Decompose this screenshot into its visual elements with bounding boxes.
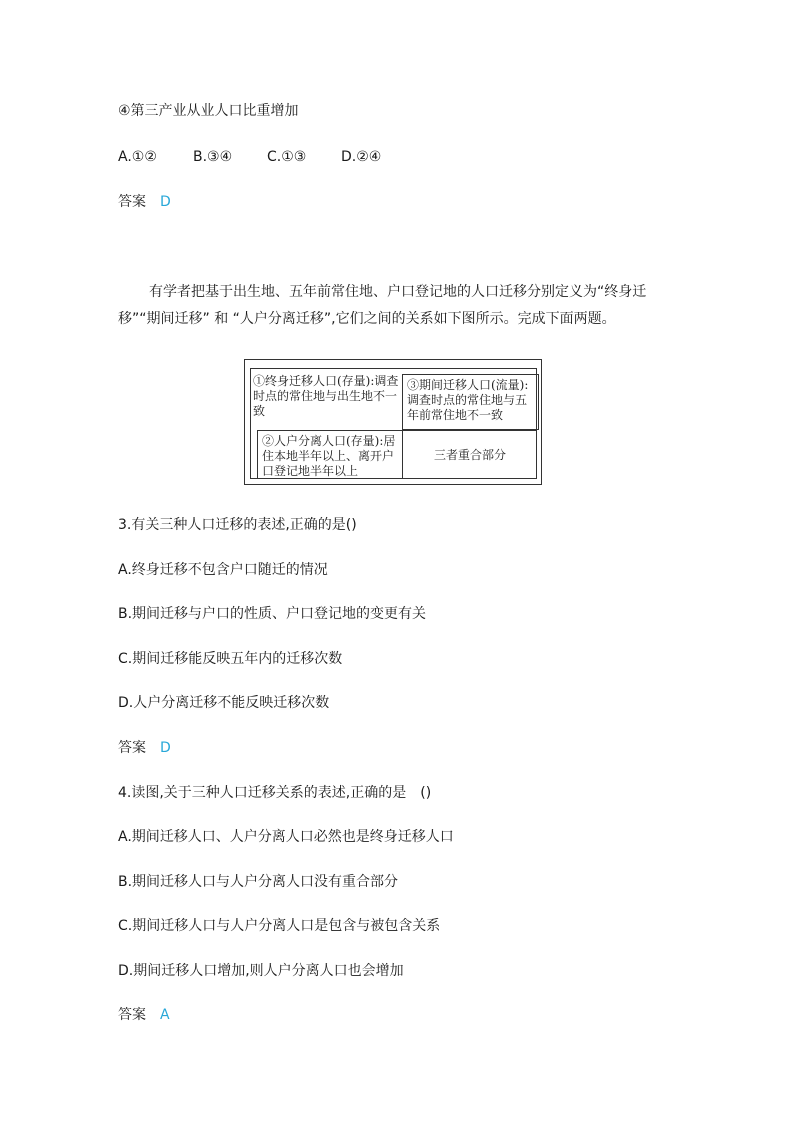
q3-option-a: A.终身迁移不包含户口随迁的情况 (118, 562, 328, 578)
q3-answer-line (118, 739, 171, 757)
household-separation-box: ②人户分离人口(存量):居住本地半年以上、离开户口登记地半年以上 (257, 430, 402, 479)
answer-label: 答案 (118, 194, 146, 210)
q3-answer-value: D (160, 740, 171, 756)
answer-value: D (160, 194, 171, 210)
option-a: A.①② (118, 149, 157, 165)
overlap-region (402, 430, 537, 479)
q4-option-d: D.期间迁移人口增加,则人户分离人口也会增加 (118, 963, 404, 979)
option-b: B.③④ (193, 149, 233, 165)
overlap-label: 三者重合部分 (433, 447, 506, 462)
migration-diagram (244, 359, 542, 485)
option-c: C.①③ (267, 149, 307, 165)
lifetime-migration-text: ①终身迁移人口(存量):调查时点的常住地与出生地不一致 (253, 374, 399, 418)
answer-options (118, 148, 381, 166)
q4-answer-line (118, 1006, 170, 1024)
q3-stem: 3.有关三种人口迁移的表述,正确的是() (118, 517, 357, 533)
q4-option-c: C.期间迁移人口与人户分离人口是包含与被包含关系 (118, 918, 441, 934)
q3-option-b: B.期间迁移与户口的性质、户口登记地的变更有关 (118, 606, 427, 622)
q3-option-c: C.期间迁移能反映五年内的迁移次数 (118, 651, 343, 667)
q3-answer-label: 答案 (118, 740, 146, 756)
option-d: D.②④ (341, 149, 382, 165)
question-item-4: ④第三产业从业人口比重增加 (118, 103, 299, 119)
q4-stem: 4.读图,关于三种人口迁移关系的表述,正确的是 () (118, 785, 432, 801)
intro-paragraph: 有学者把基于出生地、五年前常住地、户口登记地的人口迁移分别定义为“终身迁移”“期间迁移” 和 “人户分离迁移”,它们之间的关系如下图所示。完成下面两题。 (118, 284, 647, 327)
q3-option-d: D.人户分离迁移不能反映迁移次数 (118, 695, 330, 711)
q4-option-a: A.期间迁移人口、人户分离人口必然也是终身迁移人口 (118, 829, 454, 845)
q4-option-b: B.期间迁移人口与人户分离人口没有重合部分 (118, 874, 399, 890)
period-migration-box: ③期间迁移人口(流量):调查时点的常住地与五年前常住地不一致 (402, 374, 539, 430)
answer-line (118, 193, 171, 211)
q4-answer-value: A (160, 1007, 170, 1023)
q4-answer-label: 答案 (118, 1007, 146, 1023)
